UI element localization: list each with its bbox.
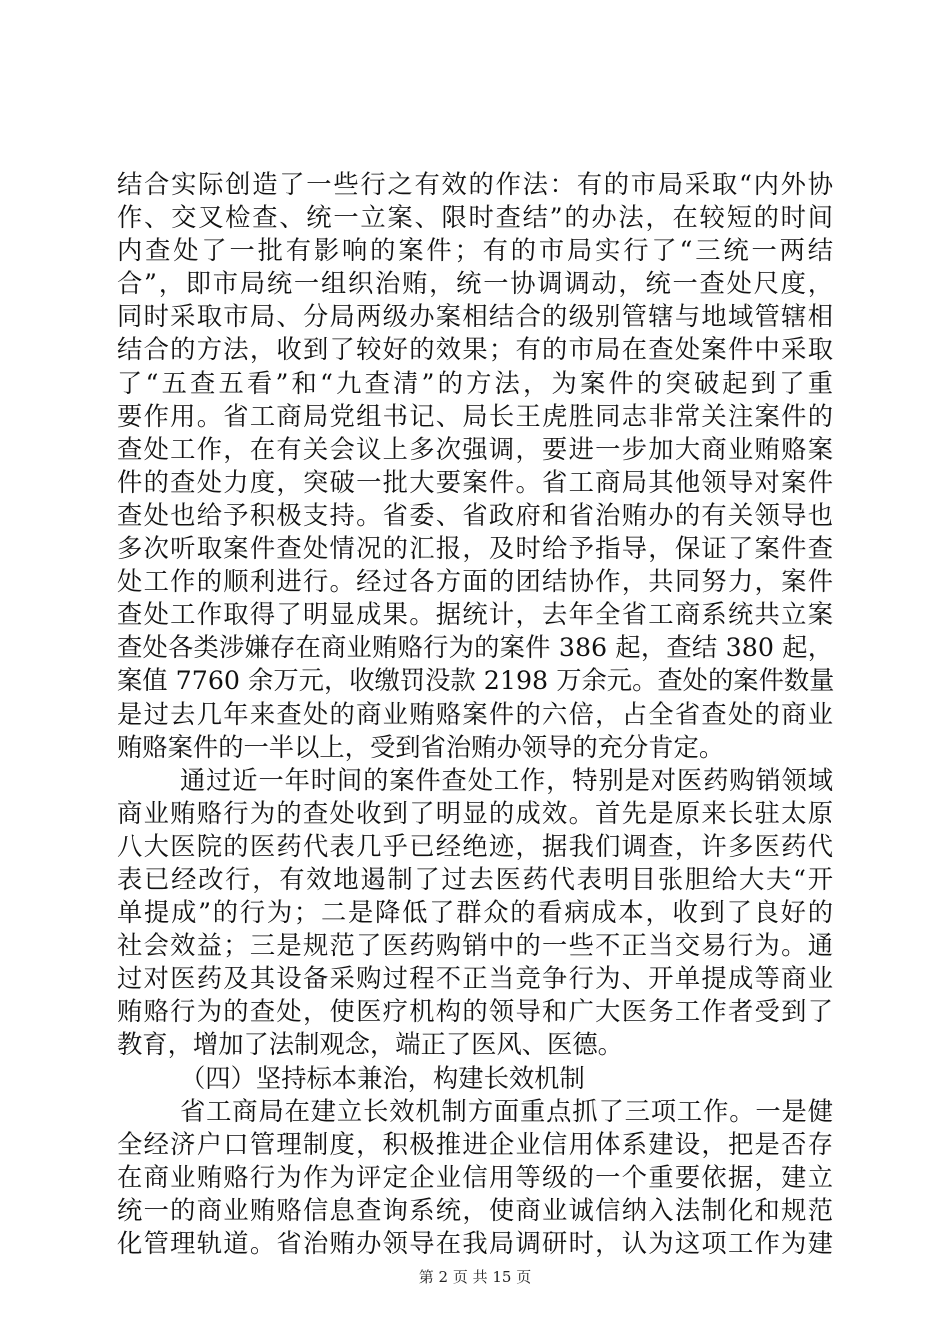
- text-line: 表已经改行，有效地遏制了过去医药代表明目张胆给大夫“开: [117, 864, 833, 894]
- text-line: 是过去几年来查处的商业贿赂案件的六倍，占全省查处的商业: [117, 699, 833, 729]
- text-line: 教育，增加了法制观念，端正了医风、医德。: [117, 1030, 623, 1060]
- text-line: 查处工作，在有关会议上多次强调，要进一步加大商业贿赂案: [117, 434, 833, 464]
- text-line: 处工作的顺利进行。经过各方面的团结协作，共同努力，案件: [117, 567, 833, 597]
- text-line: 结合的方法，收到了较好的效果；有的市局在查处案件中采取: [117, 335, 833, 365]
- text-line: 贿赂案件的一半以上，受到省治贿办领导的充分肯定。: [117, 732, 725, 762]
- text-line: 查处工作取得了明显成果。据统计，去年全省工商系统共立案: [117, 600, 833, 630]
- text-line: 合”，即市局统一组织治贿，统一协调调动，统一查处尺度，: [117, 269, 833, 299]
- text-line: 内查处了一批有影响的案件；有的市局实行了“三统一两结: [117, 236, 833, 266]
- text-line: 全经济户口管理制度，积极推进企业信用体系建设，把是否存: [117, 1129, 833, 1159]
- text-line: 多次听取案件查处情况的汇报，及时给予指导，保证了案件查: [117, 534, 833, 564]
- text-line: 社会效益；三是规范了医药购销中的一些不正当交易行为。通: [117, 931, 833, 961]
- text-line: 在商业贿赂行为作为评定企业信用等级的一个重要依据，建立: [117, 1162, 833, 1192]
- text-line: 要作用。省工商局党组书记、局长王虎胜同志非常关注案件的: [117, 401, 833, 431]
- paragraph-first-line: 通过近一年时间的案件查处工作，特别是对医药购销领域: [180, 765, 833, 795]
- text-line: 统一的商业贿赂信息查询系统，使商业诚信纳入法制化和规范: [117, 1195, 833, 1225]
- text-line: 过对医药及其设备采购过程不正当竞争行为、开单提成等商业: [117, 964, 833, 994]
- text-line: 同时采取市局、分局两级办案相结合的级别管辖与地域管辖相: [117, 302, 833, 332]
- text-line: 八大医院的医药代表几乎已经绝迹，据我们调查，许多医药代: [117, 831, 833, 861]
- text-line: 了“五查五看”和“九查清”的方法，为案件的突破起到了重: [117, 368, 833, 398]
- text-line: 作、交叉检查、统一立案、限时查结”的办法，在较短的时间: [117, 203, 833, 233]
- text-line: 查处各类涉嫌存在商业贿赂行为的案件 386 起，查结 380 起，: [117, 633, 833, 663]
- paragraph-first-line: 省工商局在建立长效机制方面重点抓了三项工作。一是健: [180, 1096, 833, 1126]
- text-line: 查处也给予积极支持。省委、省政府和省治贿办的有关领导也: [117, 500, 833, 530]
- text-line: 贿赂行为的查处，使医疗机构的领导和广大医务工作者受到了: [117, 997, 833, 1027]
- text-line: 单提成”的行为；二是降低了群众的看病成本，收到了良好的: [117, 898, 833, 928]
- text-line: 化管理轨道。省治贿办领导在我局调研时，认为这项工作为建: [117, 1229, 833, 1258]
- text-line: 结合实际创造了一些行之有效的作法：有的市局采取“内外协: [117, 170, 833, 199]
- page-number-footer: 第 2 页 共 15 页: [418, 1268, 532, 1286]
- body-text: [117, 168, 833, 1260]
- text-line: 件的查处力度，突破一批大要案件。省工商局其他领导对案件: [117, 467, 833, 497]
- text-line: 案值 7760 余万元，收缴罚没款 2198 万余元。查处的案件数量: [117, 666, 835, 696]
- section-heading: （四）坚持标本兼治，构建长效机制: [180, 1063, 585, 1093]
- text-line: 商业贿赂行为的查处收到了明显的成效。首先是原来长驻太原: [117, 798, 833, 828]
